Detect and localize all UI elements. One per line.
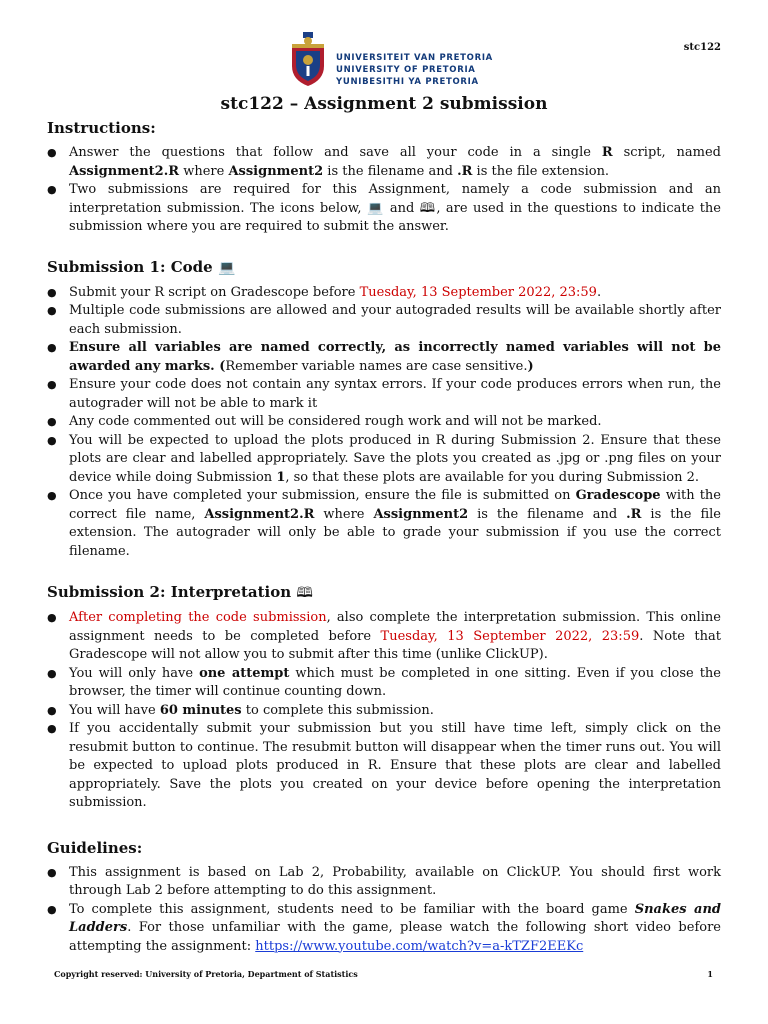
logo-line-afrikaans: UNIVERSITEIT VAN PRETORIA xyxy=(336,53,493,63)
list-item: ● Answer the questions that follow and save all your code in a single R script, named Assignment2.R where Assignment2 is the filename and .R is the file extension. xyxy=(47,144,721,181)
list-item: ● Two submissions are required for this Assignment, namely a code submission and an interpretation submission. The icons below, 💻 and 🕮, are used in the questions to indicate the submission where you are required to submit the answer. xyxy=(47,181,721,237)
laptop-icon: 💻 xyxy=(217,259,236,276)
laptop-icon: 💻 xyxy=(366,200,385,216)
submission1-heading: Submission 1: Code 💻 xyxy=(47,257,236,276)
header-module-code: stc122 xyxy=(683,42,721,53)
submission1-list xyxy=(47,284,721,562)
list-item: ● To complete this assignment, students need to be familiar with the board game Snakes and Ladders. For those unfamiliar with the game, please watch the following short video before attempting the assignment: https://www.youtube.com/watch?v=a-kTZF2EEKc xyxy=(47,901,721,957)
footer-page-number: 1 xyxy=(707,969,713,979)
footer-copyright: Copyright reserved: University of Pretoria, Department of Statistics xyxy=(54,969,358,979)
instructions-heading: Instructions: xyxy=(47,119,156,137)
list-item: ● This assignment is based on Lab 2, Probability, available on ClickUP. You should first work through Lab 2 before attempting to do this assignment. xyxy=(47,864,721,901)
submission2-heading: Submission 2: Interpretation 🕮 xyxy=(47,583,313,601)
university-crest-icon xyxy=(284,30,332,88)
logo-line-english: UNIVERSITY OF PRETORIA xyxy=(336,65,476,75)
list-item: ● Any code commented out will be considered rough work and will not be marked. xyxy=(47,413,721,432)
list-item: ● You will only have one attempt which must be completed in one sitting. Even if you close the browser, the timer will continue counting down. xyxy=(47,665,721,702)
list-item: ● After completing the code submission, also complete the interpretation submission. This online assignment needs to be completed before Tuesday, 13 September 2022, 23:59. Note that Gradescope will not allow you to submit after this time (unlike ClickUP). xyxy=(47,609,721,665)
document-title: stc122 – Assignment 2 submission xyxy=(220,94,548,114)
university-name xyxy=(336,52,493,88)
instructions-list xyxy=(47,144,721,237)
list-item: ● Once you have completed your submission, ensure the file is submitted on Gradescope with the correct file name, Assignment2.R where Assignment2 is the filename and .R is the file extension. The autograder will only be able to grade your submission if you use the correct filename. xyxy=(47,487,721,561)
logo-line-sepedi: YUNIBESITHI YA PRETORIA xyxy=(336,77,479,87)
list-item: ● You will be expected to upload the plots produced in R during Submission 2. Ensure that these plots are clear and labelled appropriately. Save the plots you created as .jpg or .png files on your device while doing Submission 1, so that these plots are available for you during Submission 2. xyxy=(47,432,721,488)
list-item: ● Submit your R script on Gradescope before Tuesday, 13 September 2022, 23:59. xyxy=(47,284,721,303)
document-body xyxy=(47,117,721,956)
submission2-list xyxy=(47,609,721,813)
guidelines-heading: Guidelines: xyxy=(47,838,143,857)
list-item: ● If you accidentally submit your submission but you still have time left, simply click on the resubmit button to continue. The resubmit button will disappear when the timer runs out. You will be expected to upload plots produced in R. Ensure that these plots are clear and labelled appropriately. Save the plots you created on your device before opening the interpretation submission. xyxy=(47,720,721,813)
university-logo xyxy=(284,30,493,88)
guidelines-list xyxy=(47,864,721,957)
list-item: ● Ensure your code does not contain any syntax errors. If your code produces errors when run, the autograder will not be able to mark it xyxy=(47,376,721,413)
deadline-text: Tuesday, 13 September 2022, 23:59 xyxy=(359,284,597,300)
book-icon: 🕮 xyxy=(296,585,313,601)
list-item: ● Ensure all variables are named correctly, as incorrectly named variables will not be awarded any marks. (Remember variable names are case sensitive.) xyxy=(47,339,721,376)
list-item: ● You will have 60 minutes to complete this submission. xyxy=(47,702,721,721)
deadline-text: Tuesday, 13 September 2022, 23:59 xyxy=(380,628,640,644)
list-item: ● Multiple code submissions are allowed and your autograded results will be available shortly after each submission. xyxy=(47,302,721,339)
book-icon: 🕮 xyxy=(419,200,437,216)
youtube-video-link[interactable]: https://www.youtube.com/watch?v=a-kTZF2EEKc xyxy=(255,938,584,954)
